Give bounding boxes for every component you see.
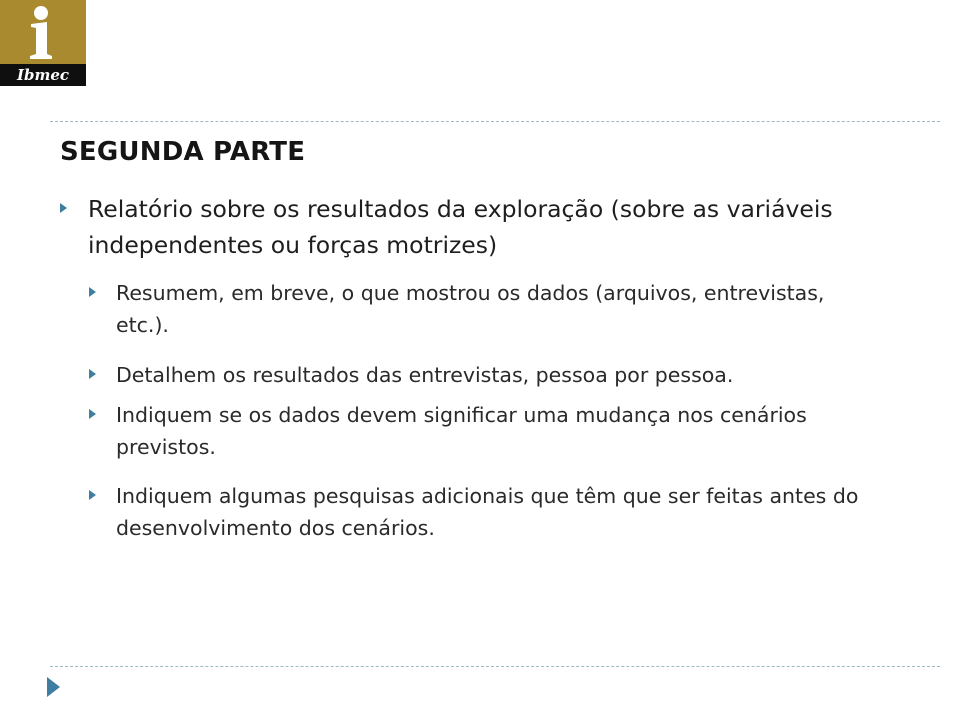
logo-text: Ibmec [0,64,86,86]
top-divider [50,121,940,122]
ibmec-i-mark-icon [0,0,86,64]
slide-heading: SEGUNDA PARTE [60,137,306,167]
bullet-arrow-icon [60,203,67,213]
bullet-arrow-icon [89,490,96,500]
sub-bullet-4: Indiquem algumas pesquisas adicionais que têm que ser feitas antes do desenvolvimento dos cenários. [116,484,859,540]
sub-bullet-2: Detalhem os resultados das entrevistas, pessoa por pessoa. [116,363,734,387]
ibmec-logo [0,0,86,86]
bullet-arrow-icon [89,409,96,419]
bullet-arrow-icon [89,369,96,379]
next-slide-arrow-icon[interactable] [47,677,60,697]
sub-bullet-1: Resumem, em breve, o que mostrou os dados (arquivos, entrevistas, etc.). [116,281,825,337]
main-bullet-text: Relatório sobre os resultados da exploração (sobre as variáveis independentes ou forças motrizes) [88,195,833,259]
bullet-arrow-icon [89,287,96,297]
bottom-divider [50,666,940,667]
sub-bullet-3: Indiquem se os dados devem significar uma mudança nos cenários previstos. [116,403,807,459]
